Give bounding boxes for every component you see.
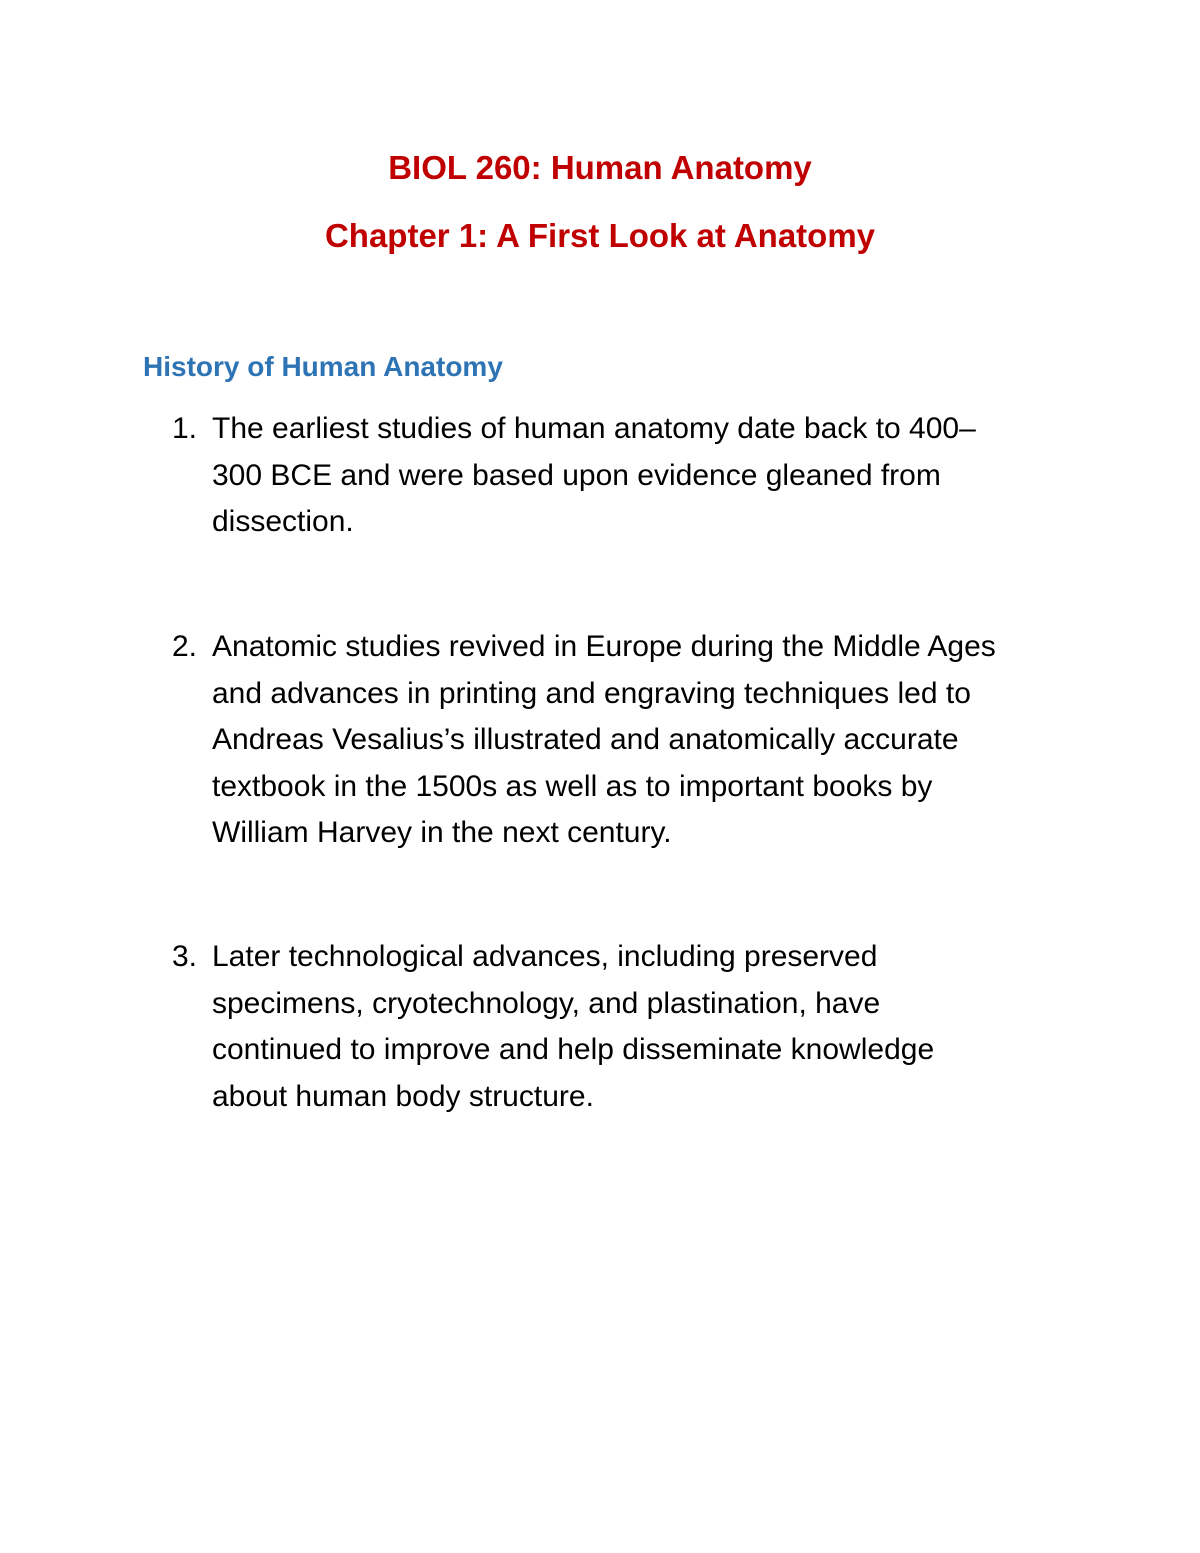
document-title: BIOL 260: Human Anatomy <box>388 149 812 186</box>
list-item-number: 2. <box>172 630 198 663</box>
text-line: The earliest studies of human anatomy date back to 400– <box>212 412 976 445</box>
text-line: continued to improve and help disseminate knowledge <box>212 1033 935 1066</box>
text-line: dissection. <box>212 505 354 538</box>
section-heading: History of Human Anatomy <box>143 351 503 382</box>
list-item-text <box>212 624 1072 857</box>
text-line: textbook in the 1500s as well as to important books by <box>212 769 933 803</box>
text-line: and advances in printing and engraving techniques led to <box>212 676 971 710</box>
text-line: William Harvey in the next century. <box>212 816 672 849</box>
list-item-number: 3. <box>172 940 198 973</box>
text-line: specimens, cryotechnology, and plastination, have <box>212 986 881 1020</box>
list-item-number: 1. <box>172 412 198 445</box>
list-item-text <box>212 934 1072 1120</box>
chapter-title: Chapter 1: A First Look at Anatomy <box>324 217 876 254</box>
text-line: about human body structure. <box>212 1079 594 1113</box>
text-line: Later technological advances, including preserved <box>212 940 878 973</box>
list-item-text <box>212 406 1072 546</box>
text-line: 300 BCE and were based upon evidence gleaned from <box>212 458 941 492</box>
text-line: Anatomic studies revived in Europe during the Middle Ages <box>212 630 996 663</box>
text-line: Andreas Vesalius’s illustrated and anatomically accurate <box>212 723 959 756</box>
